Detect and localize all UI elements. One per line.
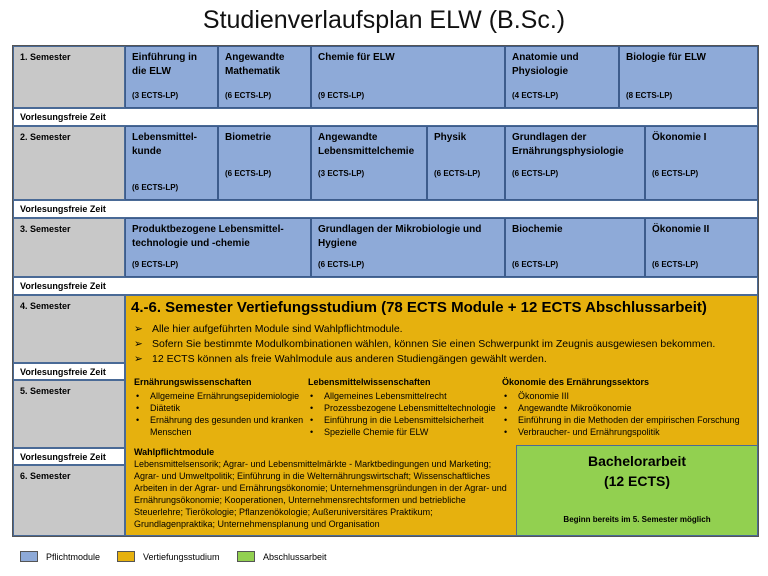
module-ects: (6 ECTS-LP) bbox=[512, 169, 559, 178]
module-ects: (3 ECTS-LP) bbox=[318, 169, 365, 178]
list-item: • Diätetik bbox=[134, 402, 304, 414]
free-time-4: Vorlesungsfreie Zeit bbox=[13, 363, 125, 380]
free-time-5: Vorlesungsfreie Zeit bbox=[13, 448, 125, 465]
module-name: Angewandte Mathematik bbox=[225, 52, 285, 77]
module-einfuehrung bbox=[125, 46, 218, 108]
list-item: • Prozessbezogene Lebensmitteltechnologie bbox=[308, 402, 498, 414]
legend-label: Vertiefungsstudium bbox=[143, 552, 220, 562]
module-ects: (6 ECTS-LP) bbox=[652, 169, 699, 178]
semester-4-label: 4. Semester bbox=[13, 295, 125, 363]
module-name: Ökonomie I bbox=[652, 132, 707, 143]
module-name: Produktbezogene Lebensmittel-technologie und -chemie bbox=[132, 224, 284, 249]
module-name: Biometrie bbox=[225, 132, 272, 143]
column-oekonomie bbox=[502, 376, 752, 438]
list-item: • Spezielle Chemie für ELW bbox=[308, 426, 498, 438]
module-name: Ökonomie II bbox=[652, 224, 710, 235]
bachelor-note: Beginn bereits im 5. Semester möglich bbox=[563, 515, 711, 524]
list-item: • Allgemeines Lebensmittelrecht bbox=[308, 390, 498, 402]
list-item: • Verbraucher- und Ernährungspolitik bbox=[502, 426, 752, 438]
module-anatomie bbox=[505, 46, 619, 108]
module-name: Physik bbox=[434, 132, 467, 143]
module-lebensmittelchemie bbox=[311, 126, 427, 200]
free-time-2: Vorlesungsfreie Zeit bbox=[13, 200, 758, 218]
module-ernaehrungsphysiologie bbox=[505, 126, 645, 200]
module-biochemie bbox=[505, 218, 645, 277]
module-biologie bbox=[619, 46, 758, 108]
semester-1-label: 1. Semester bbox=[13, 46, 125, 108]
module-ects: (6 ECTS-LP) bbox=[318, 260, 365, 269]
bullet-text: Alle hier aufgeführten Module sind Wahlpflichtmodule. bbox=[152, 323, 403, 335]
module-name: Biochemie bbox=[512, 224, 563, 235]
bullet-item bbox=[134, 352, 715, 367]
bullet-item bbox=[134, 322, 715, 337]
module-mikrobiologie bbox=[311, 218, 505, 277]
column-title: Ökonomie des Ernährungssektors bbox=[502, 377, 650, 387]
module-ects: (9 ECTS-LP) bbox=[132, 260, 179, 269]
free-time-1: Vorlesungsfreie Zeit bbox=[13, 108, 758, 126]
bachelor-ects: (12 ECTS) bbox=[603, 473, 671, 489]
module-ects: (6 ECTS-LP) bbox=[225, 91, 272, 100]
free-time-3: Vorlesungsfreie Zeit bbox=[13, 277, 758, 295]
page-title: Studienverlaufsplan ELW (B.Sc.) bbox=[202, 6, 566, 34]
module-ects: (3 ECTS-LP) bbox=[132, 91, 179, 100]
module-ects: (8 ECTS-LP) bbox=[626, 91, 673, 100]
bullet-text: 12 ECTS können als freie Wahlmodule aus anderen Studiengängen gewählt werden. bbox=[152, 353, 547, 365]
semester-5-label: 5. Semester bbox=[13, 380, 125, 448]
column-title: Ernährungswissenschaften bbox=[134, 377, 252, 387]
vertiefung-bullets bbox=[134, 322, 715, 367]
semester-6-label: 6. Semester bbox=[13, 465, 125, 536]
module-name: Chemie für ELW bbox=[318, 52, 395, 63]
list-item: • Allgemeine Ernährungsepidemiologie bbox=[134, 390, 304, 402]
list-item: • Angewandte Mikroökonomie bbox=[502, 402, 752, 414]
column-lebensmittel bbox=[308, 376, 498, 438]
legend-label: Pflichtmodule bbox=[46, 552, 101, 562]
column-ernaehrung bbox=[134, 376, 304, 438]
module-produkttechnologie bbox=[125, 218, 311, 277]
module-lebensmittelkunde bbox=[125, 126, 218, 200]
module-ects: (4 ECTS-LP) bbox=[512, 91, 559, 100]
module-ects: (6 ECTS-LP) bbox=[132, 183, 179, 192]
module-name: Lebensmittel-kunde bbox=[132, 132, 198, 157]
module-chemie bbox=[311, 46, 505, 108]
module-name: Grundlagen der Ernährungsphysiologie bbox=[512, 132, 624, 157]
legend-swatch-abschluss bbox=[237, 551, 255, 562]
bullet-item bbox=[134, 337, 715, 352]
module-mathematik bbox=[218, 46, 311, 108]
module-ects: (9 ECTS-LP) bbox=[318, 91, 365, 100]
module-oekonomie-2 bbox=[645, 218, 758, 277]
module-ects: (6 ECTS-LP) bbox=[512, 260, 559, 269]
arrow-bullet-icon: ➢ bbox=[134, 338, 143, 350]
module-physik bbox=[427, 126, 505, 200]
module-oekonomie-1 bbox=[645, 126, 758, 200]
legend-swatch-pflicht bbox=[20, 551, 38, 562]
module-ects: (6 ECTS-LP) bbox=[225, 169, 272, 178]
bullet-text: Sofern Sie bestimmte Modulkombinationen wählen, können Sie einen Schwerpunkt im Zeugnis ausgewiesen bekommen. bbox=[152, 338, 716, 350]
module-name: Biologie für ELW bbox=[626, 52, 706, 63]
semester-3-label: 3. Semester bbox=[13, 218, 125, 277]
wahlpflicht-section bbox=[134, 446, 508, 530]
semester-2-label: 2. Semester bbox=[13, 126, 125, 200]
arrow-bullet-icon: ➢ bbox=[134, 353, 143, 365]
module-name: Einführung in die ELW bbox=[132, 52, 197, 77]
list-item: • Ökonomie III bbox=[502, 390, 752, 402]
module-name: Grundlagen der Mikrobiologie und Hygiene bbox=[318, 224, 482, 249]
module-name: Anatomie und Physiologie bbox=[512, 52, 579, 77]
legend-label: Abschlussarbeit bbox=[263, 552, 327, 562]
module-biometrie bbox=[218, 126, 311, 200]
module-name: Angewandte Lebensmittelchemie bbox=[318, 132, 415, 157]
arrow-bullet-icon: ➢ bbox=[134, 323, 143, 335]
list-item: • Einführung in die Methoden der empirischen Forschung bbox=[502, 414, 752, 426]
column-title: Lebensmittelwissenschaften bbox=[308, 377, 431, 387]
wahlpflicht-title: Wahlpflichtmodule bbox=[134, 447, 215, 457]
module-ects: (6 ECTS-LP) bbox=[652, 260, 699, 269]
wahlpflicht-text: Lebensmittelsensorik; Agrar- und Lebensmittelmärkte - Marktbedingungen und Marketing; Agrar- und Umweltpolitik; Einführung in die Welternährungswirtschaft; Wissenschaftliches Arbeiten in der Agrar- und Ernährungsökonomie; Unternehmensgründungen in der Agrar- und Ernährungsökonomie; Kooperationen, Unternehmensrechtsformen und betriebliche Steuerlehre; Tierökologie; Pflanzenökologie; Außeruniversitäres Praktikum; Grundlagenpraktika; Unternehmensplanung und Organisation bbox=[134, 459, 507, 529]
bachelor-title: Bachelorarbeit bbox=[587, 453, 687, 469]
list-item: • Ernährung des gesunden und kranken Menschen bbox=[134, 414, 304, 438]
vertiefung-heading: 4.-6. Semester Vertiefungsstudium (78 ECTS Module + 12 ECTS Abschlussarbeit) bbox=[131, 299, 707, 316]
list-item: • Einführung in die Lebensmittelsicherheit bbox=[308, 414, 498, 426]
legend-swatch-vertiefung bbox=[117, 551, 135, 562]
module-ects: (6 ECTS-LP) bbox=[434, 169, 481, 178]
